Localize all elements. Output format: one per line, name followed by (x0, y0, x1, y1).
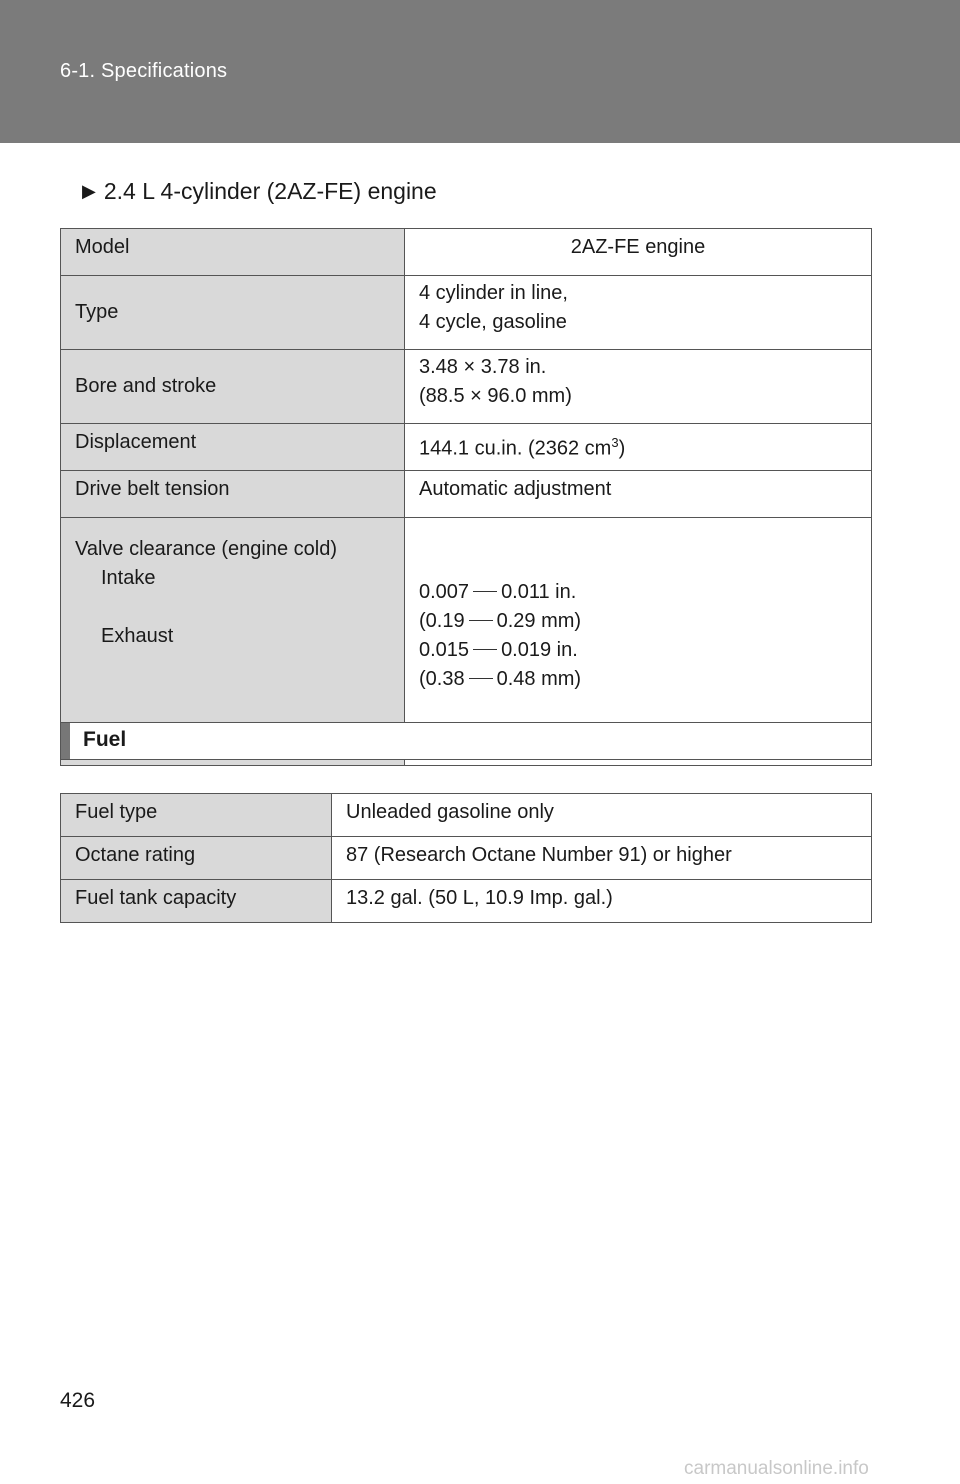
drive-belt-label: Drive belt tension (61, 471, 405, 518)
exhaust-mm: (0.38 0.48 mm) (419, 668, 582, 690)
bore-mm-a: (88.5 (419, 385, 465, 407)
type-value (405, 276, 872, 350)
tank-capacity-label: Fuel tank capacity (61, 880, 332, 923)
table-row (61, 276, 872, 350)
displacement-value (405, 424, 872, 471)
fuel-type-value: Unleaded gasoline only (332, 794, 872, 837)
times-symbol: × (470, 385, 482, 407)
fuel-section-title: Fuel (83, 728, 127, 751)
dash-icon (473, 649, 497, 650)
bore-mm-b: 96.0 mm) (487, 385, 572, 407)
type-label: Type (61, 276, 405, 350)
model-value: 2AZ-FE engine (405, 229, 872, 276)
bore-label: Bore and stroke (61, 350, 405, 424)
intake-label: Intake (101, 567, 156, 589)
fuel-section-header (60, 722, 872, 760)
page-number: 426 (60, 1389, 96, 1412)
table-row (61, 229, 872, 276)
bore-value-line2 (419, 382, 857, 411)
displacement-end: ) (618, 437, 626, 460)
section-title: 6-1. Specifications (60, 60, 228, 82)
times-symbol: × (463, 356, 476, 378)
dash-icon (469, 620, 493, 621)
watermark: carmanualsonline.info (684, 1458, 869, 1479)
exhaust-in: 0.015 0.019 in. (419, 639, 578, 661)
octane-label: Octane rating (61, 837, 332, 880)
dash-icon (469, 678, 493, 679)
bore-in-a: 3.48 (419, 356, 458, 378)
table-row (61, 794, 872, 837)
octane-value: 87 (Research Octane Number 91) or higher (332, 837, 872, 880)
table-row (61, 880, 872, 923)
bore-value (405, 350, 872, 424)
play-arrow-icon: ▶ (82, 181, 96, 201)
engine-spec-table (60, 228, 872, 766)
page-header (0, 0, 960, 143)
table-row (61, 837, 872, 880)
fuel-type-label: Fuel type (61, 794, 332, 837)
table-row (61, 350, 872, 424)
type-value-line2: 4 cycle, gasoline (419, 311, 567, 333)
model-label: Model (61, 229, 405, 276)
valve-label: Valve clearance (engine cold) (75, 538, 338, 560)
type-value-line1: 4 cylinder in line, (419, 282, 568, 304)
table-row (61, 471, 872, 518)
fuel-spec-table (60, 793, 872, 923)
dash-icon (473, 591, 497, 592)
bore-in-b: 3.78 in. (480, 356, 547, 378)
drive-belt-value: Automatic adjustment (405, 471, 872, 518)
exhaust-label: Exhaust (101, 625, 174, 647)
displacement-sup: 3 (611, 435, 619, 450)
displacement-main: 144.1 cu.in. (2362 cm (419, 437, 612, 460)
intake-in: 0.007 0.011 in. (419, 581, 577, 603)
bore-value-line1 (419, 353, 857, 382)
engine-heading-text: 2.4 L 4-cylinder (2AZ-FE) engine (103, 178, 437, 204)
displacement-label: Displacement (61, 424, 405, 471)
table-row (61, 424, 872, 471)
intake-mm: (0.19 0.29 mm) (419, 610, 582, 632)
section-marker (61, 723, 70, 759)
tank-capacity-value: 13.2 gal. (50 L, 10.9 Imp. gal.) (332, 880, 872, 923)
engine-heading (82, 178, 437, 205)
